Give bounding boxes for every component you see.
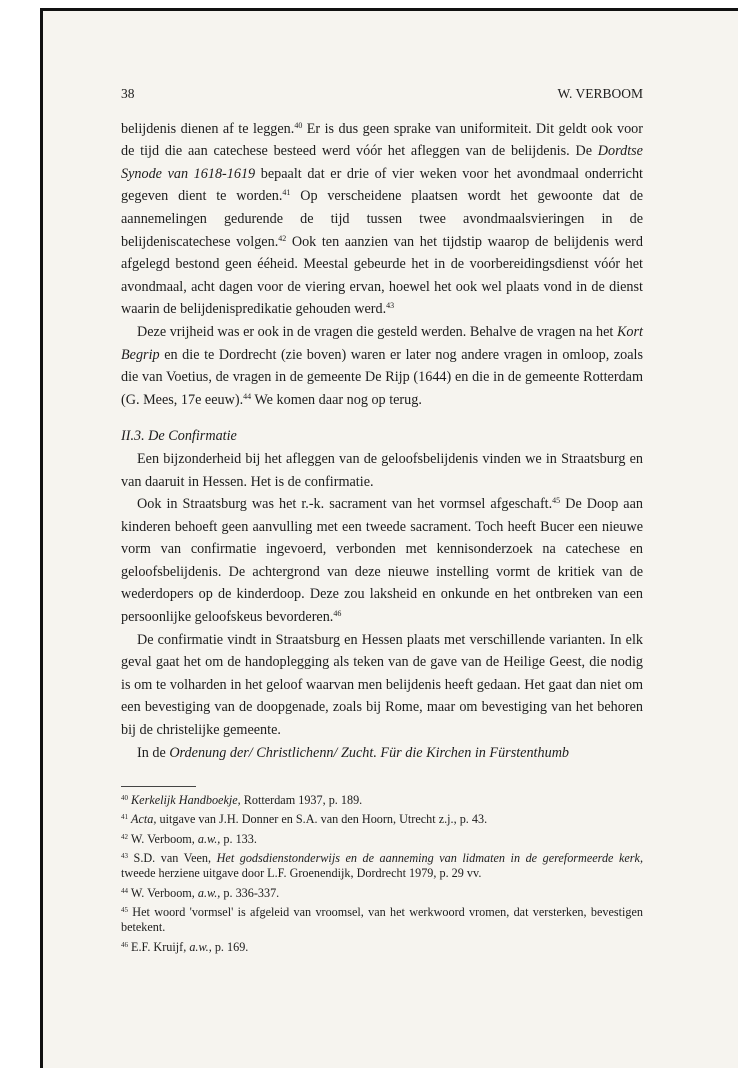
book-page: [40, 8, 738, 1068]
footnote-ref: 42: [278, 233, 287, 243]
footnote-text: p. 336-337.: [220, 885, 280, 900]
footnote-number: 44: [121, 886, 128, 895]
footnote: [121, 905, 643, 935]
footnote: [121, 793, 643, 808]
paragraph-6: [121, 742, 643, 765]
footnote-ref: 41: [282, 188, 291, 198]
text-run: De Doop aan kinderen behoeft geen aanvulling met een tweede sacrament. Toch heeft Bucer een nieuwe vorm van confirmatie ingevoerd, verbonden met kennisonderzoek na catechese en geloofsbelijdenis. De achtergrond van deze nieuwe instelling vormt de kritiek van de wederdopers op de kinderdoop. Deze zou laksheid en onkunde en het ontbreken van een persoonlijke geloofskeus bevorderen.: [121, 496, 643, 626]
text-run: bepaalt dat er drie of vier weken voor het avondmaal onderricht gegeven dient te worden.: [121, 165, 643, 205]
footnote-number: 40: [121, 794, 128, 802]
footnote-author: E.F. Kruijf,: [131, 939, 190, 954]
footnote: [121, 940, 643, 955]
footnote-italic: a.w.,: [197, 831, 221, 846]
footnote: [121, 812, 643, 827]
text-run: Deze vrijheid was er ook in de vragen die gesteld werden. Behalve de vragen na het: [137, 323, 617, 340]
footnote-text: p. 169.: [211, 939, 249, 954]
paragraph-1: [121, 118, 643, 321]
footnote-author: S.D. van Veen,: [133, 851, 217, 866]
text-run: We komen daar nog op terug.: [251, 391, 422, 408]
footnote-divider: [121, 786, 196, 787]
footnote: [121, 851, 643, 881]
footnote-number: 43: [121, 852, 128, 861]
italic-title: Ordenung der/ Christlichenn/ Zucht. Für die Kirchen in Fürstenthumb: [169, 744, 570, 761]
footnote-italic: a.w.,: [189, 939, 212, 954]
page-number: 38: [121, 86, 135, 101]
paragraph-5: De confirmatie vindt in Straatsburg en Hessen plaats met verschillende varianten. In elk geval gaat het om de handoplegging als teken van de gave van de Heilige Geest, die nodig is om te volharden in het geloof waarvan men belijdenis heeft gedaan. Het gaat dan niet om een bevestiging van de doopgenade, zoals bij Rome, maar om bevestiging van het behoren bij de christelijke gemeente.: [121, 631, 643, 739]
footnote-number: 41: [121, 813, 128, 822]
footnote-ref: 45: [552, 496, 561, 506]
footnotes: [121, 786, 643, 959]
text-run: In de: [137, 744, 170, 761]
text-run: Er is dus geen sprake van uniformiteit. Dit geldt ook voor de tijd die aan catechese besteed werd vóór het afleggen van de belijdenis. De: [121, 120, 643, 160]
text-run: en die te Dordrecht (zie boven) waren er later nog andere vragen in omloop, zoals die van Voetius, de vragen in de gemeente De Rijp (1644) en die in de gemeente Rotterdam (G. Mees, 17e eeuw).: [121, 346, 643, 408]
footnote-author: W. Verboom,: [130, 831, 198, 846]
footnote-italic: a.w.,: [197, 885, 221, 900]
page-header: [121, 83, 643, 106]
footnote-text: uitgave van J.H. Donner en S.A. van den Hoorn, Utrecht z.j., p. 43.: [156, 812, 488, 827]
footnote: [121, 832, 643, 847]
footnote-number: 45: [121, 906, 128, 915]
footnote-text: Het woord 'vormsel' is afgeleid van vroomsel, van het werkwoord vromen, dat versterken, bevestigen betekent.: [121, 905, 643, 935]
footnote-ref: 43: [386, 301, 395, 311]
running-head: W. VERBOOM: [557, 86, 643, 101]
footnote-number: 42: [121, 832, 128, 841]
footnote-author: W. Verboom,: [130, 885, 198, 900]
footnote-italic: Acta,: [131, 812, 157, 827]
paragraph-4: [121, 493, 643, 629]
footnote-number: 46: [121, 940, 128, 949]
page-body: [121, 83, 643, 764]
footnote-ref: 46: [333, 609, 342, 619]
italic-title: Dordtse Synode van 1618-1619: [121, 143, 643, 182]
footnote: [121, 886, 643, 901]
footnote-ref: 40: [294, 120, 303, 130]
footnote-italic: Kerkelijk Handboekje,: [131, 793, 241, 807]
text-run: Op verscheidene plaatsen wordt het gewoonte dat de aannemelingen gedurende de tijd tussen twee avondmaalsvieringen in de belijdeniscatechese volgen.: [121, 188, 644, 250]
paragraph-3: Een bijzonderheid bij het afleggen van de geloofsbelijdenis vinden we in Straatsburg en van daaruit in Hessen. Het is de confirmatie.: [121, 450, 643, 490]
footnote-text: Rotterdam 1937, p. 189.: [240, 793, 363, 807]
footnote-text: tweede herziene uitgave door L.F. Groenendijk, Dordrecht 1979, p. 29 vv.: [121, 866, 482, 881]
paragraph-2: [121, 321, 643, 411]
italic-title: Kort Begrip: [121, 323, 643, 363]
text-run: Ook in Straatsburg was het r.-k. sacrament van het vormsel afgeschaft.: [137, 496, 553, 513]
text-run: belijdenis dienen af te leggen.: [121, 120, 295, 137]
text-run: Ook ten aanzien van het tijdstip waarop de belijdenis werd afgelegd bestond geen ééheid. Meestal gebeurde het in de voorbereidingsdienst vóór het avondmaal, acht dagen voor de viering ervan, hoewel het ook wel plaats vond in de dienst waarin de belijdenispredikatie gehouden werd.: [121, 233, 643, 318]
section-heading: II.3. De Confirmatie: [121, 428, 237, 445]
footnote-ref: 44: [243, 391, 252, 401]
footnote-italic: Het godsdienstonderwijs en de aanneming van lidmaten in de gereformeerde kerk,: [216, 851, 643, 866]
footnote-text: p. 133.: [220, 831, 257, 846]
